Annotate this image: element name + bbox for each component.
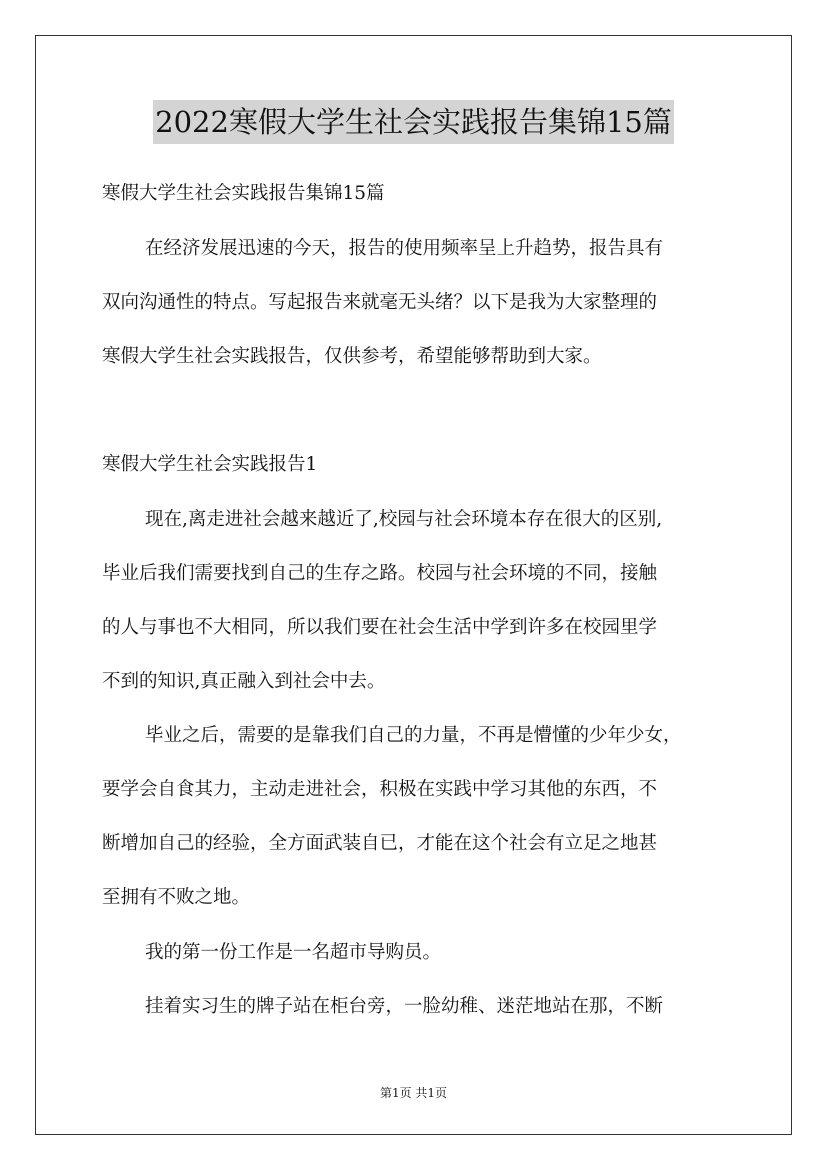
paragraph2-line-2: 要学会自食其力，主动走进社会，积极在实践中学习其他的东西，不 bbox=[102, 779, 658, 800]
page-footer: 第1页 共1页 bbox=[379, 1086, 448, 1100]
paragraph1-line-1: 现在,离走进社会越来越近了,校园与社会环境本存在很大的区别, bbox=[145, 509, 663, 530]
paragraph1-line-2: 毕业后我们需要找到自己的生存之路。校园与社会环境的不同，接触 bbox=[102, 563, 658, 584]
paragraph2-line-3: 断增加自己的经验，全方面武装自已，才能在这个社会有立足之地甚 bbox=[102, 833, 658, 854]
paragraph1-line-4: 不到的知识,真正融入到社会中去。 bbox=[102, 671, 386, 692]
document-title: 2022寒假大学生社会实践报告集锦15篇 bbox=[153, 100, 674, 144]
section-heading: 寒假大学生社会实践报告1 bbox=[102, 454, 318, 475]
title-container bbox=[0, 100, 827, 144]
paragraph4-line-1: 挂着实习生的牌子站在柜台旁，一脸幼稚、迷茫地站在那，不断 bbox=[145, 996, 664, 1017]
paragraph2-line-4: 至拥有不败之地。 bbox=[102, 887, 251, 908]
paragraph2-line-1: 毕业之后，需要的是靠我们自己的力量，不再是懵懂的少年少女， bbox=[145, 725, 682, 746]
intro-line-3: 寒假大学生社会实践报告，仅供参考，希望能够帮助到大家。 bbox=[102, 346, 602, 367]
paragraph1-line-3: 的人与事也不大相同，所以我们要在社会生活中学到许多在校园里学 bbox=[102, 617, 658, 638]
intro-line-1: 在经济发展迅速的今天，报告的使用频率呈上升趋势，报告具有 bbox=[145, 238, 664, 259]
intro-line-2: 双向沟通性的特点。写起报告来就毫无头绪？以下是我为大家整理的 bbox=[102, 292, 658, 313]
document-subtitle: 寒假大学生社会实践报告集锦15篇 bbox=[102, 183, 385, 204]
paragraph3-line-1: 我的第一份工作是一名超市导购员。 bbox=[145, 942, 442, 963]
